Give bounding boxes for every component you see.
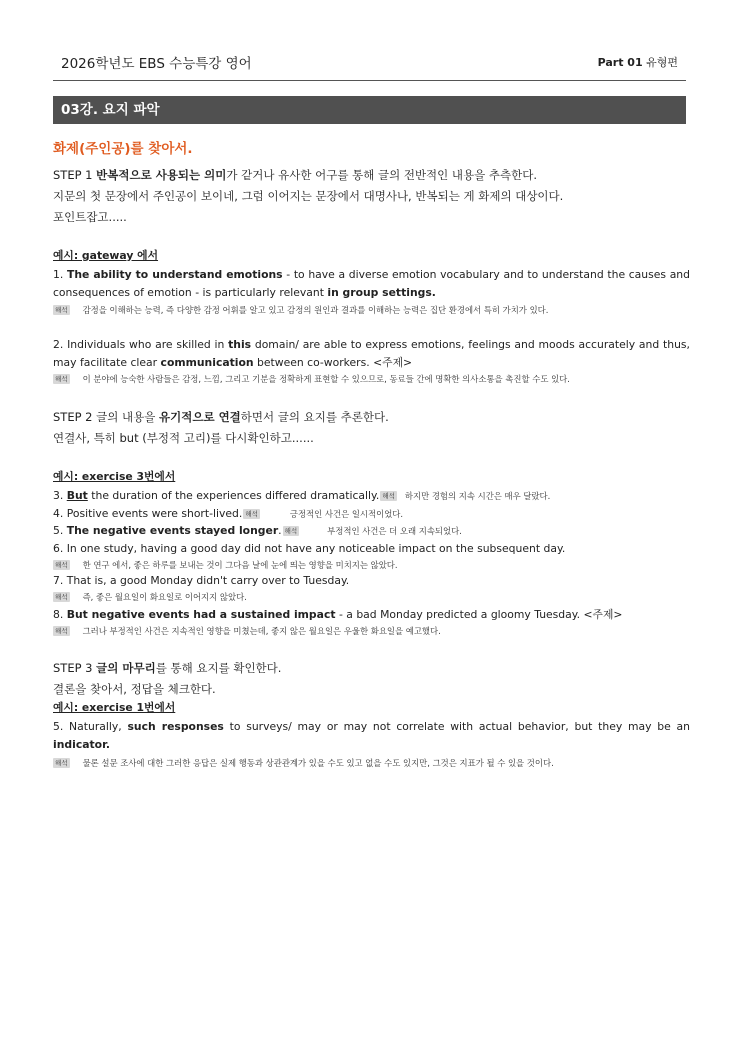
translation-badge: 해석 bbox=[55, 561, 68, 569]
step3-line2: 결론을 찾아서, 정답을 체크한다. bbox=[53, 682, 216, 696]
step1-line1: STEP 1 반복적으로 사용되는 의미가 같거나 유사한 어구를 통해 글의 전반적인 내용을 추측한다. bbox=[53, 168, 537, 182]
step2-line2: 연결사, 특히 but (부정적 고리)를 다시확인하고...... bbox=[53, 431, 314, 445]
translation-badge: 해석 bbox=[55, 593, 68, 601]
example2-sentence4: 4. Positive events were short-lived. 해석 긍정적인 사건은 일시적이었다. bbox=[53, 507, 404, 520]
example2-sentence8-translation: 해석 그러나 부정적인 사건은 지속적인 영향을 미쳤는데, 좋지 않은 월요일은 우울한 화요일을 예고했다. bbox=[55, 626, 441, 636]
example1-item1-translation: 해석 감정을 이해하는 능력, 즉 다양한 감정 어휘를 알고 있고 감정의 원인과 결과를 이해하는 능력은 집단 환경에서 특히 가치가 있다. bbox=[55, 305, 549, 315]
translation-badge: 해석 bbox=[245, 510, 258, 518]
example2-sentence6: 6. In one study, having a good day did not have any noticeable impact on the subsequent day. bbox=[53, 542, 566, 555]
book-title: 2026학년도 EBS 수능특강 영어 bbox=[61, 56, 252, 72]
example2-sentence8: 8. But negative events had a sustained impact - a bad Monday predicted a gloomy Tuesday. <주제> bbox=[53, 608, 623, 621]
example2-sentence3: 3. But the duration of the experiences differed dramatically. 해석 하지만 경험의 지속 시간은 매우 달랐다. bbox=[53, 489, 551, 502]
example3-sentence5-line2: indicator. bbox=[53, 738, 110, 751]
translation-badge: 해석 bbox=[55, 759, 68, 767]
step2-line1: STEP 2 글의 내용을 유기적으로 연결하면서 글의 요지를 추론한다. bbox=[53, 410, 389, 424]
step3-line1: STEP 3 글의 마무리를 통해 요지를 확인한다. bbox=[53, 661, 282, 675]
page-header bbox=[53, 50, 686, 72]
translation-badge: 해석 bbox=[55, 306, 68, 314]
example1-item2-translation: 해석 이 분야에 능숙한 사람들은 감정, 느낌, 그리고 기분을 정확하게 표현할 수 있으므로, 동료들 간에 명확한 의사소통을 촉진할 수도 있다. bbox=[55, 374, 570, 384]
example2-heading: 예시: exercise 3번에서 bbox=[53, 470, 176, 483]
part-label bbox=[598, 54, 678, 70]
section-title-bar: 03강. 요지 파악 bbox=[53, 96, 686, 124]
example1-item2-line1: 2. Individuals who are skilled in this domain/ are able to express emotions, feelings and moods accurately and thus, bbox=[53, 338, 690, 351]
section-subtitle: 화제(주인공)를 찾아서. bbox=[53, 141, 193, 157]
example3-sentence5-line1: 5. Naturally, such responses to surveys/ may or may not correlate with actual behavior, but they may be an bbox=[53, 720, 691, 733]
example3-heading: 예시: exercise 1번에서 bbox=[53, 701, 176, 714]
part-number: Part 01 bbox=[597, 56, 643, 69]
step1-line2: 지문의 첫 문장에서 주인공이 보이네, 그럼 이어지는 문장에서 대명사나, 반복되는 게 화제의 대상이다. bbox=[53, 189, 564, 203]
example2-sentence7: 7. That is, a good Monday didn't carry over to Tuesday. bbox=[53, 574, 350, 587]
step1-line3: 포인트잡고..... bbox=[53, 210, 127, 224]
example1-heading: 예시: gateway 에서 bbox=[53, 249, 159, 262]
header-divider bbox=[53, 80, 686, 81]
example3-sentence5-translation: 해석 물론 설문 조사에 대한 그러한 응답은 실제 행동과 상관관계가 있을 수도 있고 없을 수도 있지만, 그것은 지표가 될 수 있을 것이다. bbox=[55, 758, 554, 768]
example2-sentence5: 5. The negative events stayed longer. 해석 부정적인 사건은 더 오래 지속되었다. bbox=[53, 524, 462, 537]
part-name: 유형편 bbox=[646, 56, 678, 69]
example2-sentence7-translation: 해석 즉, 좋은 월요일이 화요일로 이어지지 않았다. bbox=[55, 592, 247, 602]
translation-badge: 해석 bbox=[55, 375, 68, 383]
example2-sentence6-translation: 해석 한 연구 에서, 좋은 하루를 보내는 것이 그다음 날에 눈에 띄는 영향을 미치지는 않았다. bbox=[55, 560, 398, 570]
example1-item1-line2: consequences of emotion - is particularly relevant in group settings. bbox=[53, 286, 436, 299]
translation-badge: 해석 bbox=[55, 627, 68, 635]
example1-item1-line1: 1. The ability to understand emotions - to have a diverse emotion vocabulary and to understand the causes and bbox=[53, 268, 691, 281]
example1-item2-line2: may facilitate clear communication between co-workers. <주제> bbox=[53, 356, 413, 369]
translation-badge: 해석 bbox=[284, 527, 298, 535]
translation-badge: 해석 bbox=[382, 492, 395, 500]
